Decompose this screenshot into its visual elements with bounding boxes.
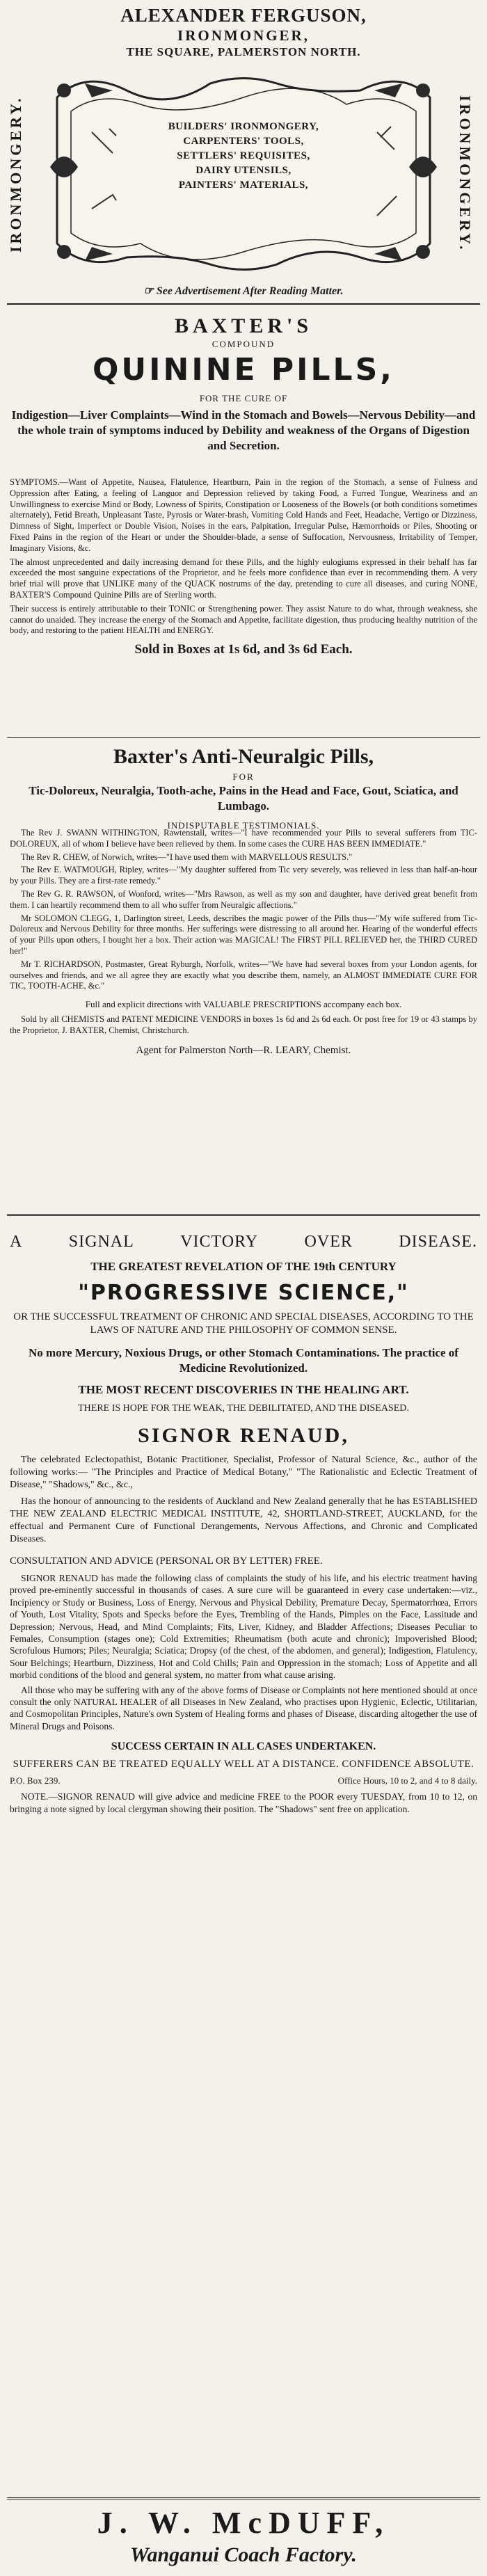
renaud-has-honour: Has the honour of announcing to the residents of Auckland and New Zealand generally that he has ESTABLISHED THE NEW ZEALAND ELECTRIC MEDICAL INSTITUTE, 42, SHORTLAND-STREET, AUCKLAND, for the effectual and Permanent Cure of Functional Derangements, Nervous Affections, and Chronic and Complicated Diseases. [10, 1496, 477, 1544]
headline-word: SIGNAL [68, 1233, 134, 1251]
renaud-consultation: CONSULTATION AND ADVICE (PERSONAL OR BY LETTER) FREE. [10, 1555, 323, 1567]
renaud-note: NOTE.—SIGNOR RENAUD will give advice and medicine FREE to the POOR every TUESDAY, from 10 to 12, on bringing a note signed by local clergyman showing their position. The "Shadows" sent free on application. [10, 1791, 477, 1814]
renaud-hope: THERE IS HOPE FOR THE WEAK, THE DEBILITATED, AND THE DISEASED. [78, 1403, 409, 1414]
renaud-office-hours: Office Hours, 10 to 2, and 4 to 8 daily. [337, 1775, 477, 1786]
hand-pointer-icon: ☞ [143, 285, 157, 297]
ferguson-trade: IRONMONGER, [177, 27, 310, 44]
renaud-discoveries: THE MOST RECENT DISCOVERIES IN THE HEALING ART. [78, 1383, 409, 1396]
renaud-po-box: P.O. Box 239. [10, 1775, 61, 1786]
baxter-product: QUININE PILLS, [93, 352, 394, 387]
baxter-symptoms: SYMPTOMS.—Want of Appetite, Nausea, Flatulence, Heartburn, Pain in the region of the Stomach, a sense of Fulness and Oppression after Eating, a feeling of Languor and Depression relieved by taking Food, a Furred Tongue, Weariness and an Unwillingness to exercise Mind or Body, Lowness of Spirits, Constipation or Looseness of the Bowels (or both conditions sometimes alternately), Fetid Breath, Unpleasant Taste, Pyrosis or Water-brash, Vomiting Cold Hands and Feet, Headache, Vertigo or Dizziness, Dimness of Sight, Imperfect or Double Vision, Noises in the ears, Palpitation, Irregular Pulse, Hæmorrhoids or Piles, Shooting or Fixed Pains in the region of the Heart or under the Shoulder-blade, a sense of Suffocation, Nervousness, Irritability of Temper, Imaginary Visions, &c. [10, 477, 477, 553]
ferguson-line-builders: BUILDERS' IRONMONGERY, [168, 121, 319, 132]
renaud-all-those: All those who may be suffering with any of the above forms of Disease or Complaints not here mentioned should at once consult the only NATURAL HEALER of all Diseases in New Zealand, who practises upon Hygienic, Eclectic, Utilitarian, and Cosmopolitan Principles, Nature's own System of Healing forms and phases of Disease, discarding altogether the use of Mineral Drugs and Poisons. [10, 1684, 477, 1731]
neuralgic-testimonials [10, 828, 477, 1057]
testimonial-chew: The Rev R. CHEW, of Norwich, writes—"I have used them with MARVELLOUS RESULTS." [21, 851, 353, 862]
ferguson-footer-text: See Advertisement After Reading Matter. [156, 285, 344, 297]
ferguson-ad [10, 4, 477, 60]
neuralgic-heading: Baxter's Anti-Neuralgic Pills, [113, 745, 374, 768]
neuralgic-agent: Agent for Palmerston North—R. LEARY, Chemist. [136, 1044, 351, 1056]
divider [7, 303, 480, 305]
divider [7, 737, 480, 738]
renaud-revelation: THE GREATEST REVELATION OF THE 19th CENTURY [90, 1260, 397, 1273]
baxter-paragraph-2: The almost unprecedented and daily increasing demand for these Pills, and the highly eulogiums expressed in their behalf has far exceeded the most sanguine expectations of the Proprietor, and he feels more confidence than ever in recommending them. A very brief trial will prove that UNLIKE many of the QUACK nostrums of the day, pretending to cure all diseases, and curing NONE, BAXTER'S Compound Quinine Pills are of Sterling worth. [10, 557, 477, 600]
ferguson-line-dairy: DAIRY UTENSILS, [195, 165, 292, 176]
headline-word: OVER [304, 1233, 353, 1251]
renaud-no-mercury: No more Mercury, Noxious Drugs, or other Stomach Contaminations. The practice of Medicine Revolutionized. [29, 1346, 458, 1375]
testimonial-rawson: The Rev G. R. RAWSON, of Wonford, writes—"Mrs Rawson, as well as my son and daughter, have derived great benefit from them. I can heartily recommend them to all who suffer from Neuralgic affections." [10, 888, 477, 910]
ferguson-line-settlers: SETTLERS' REQUISITES, [177, 150, 310, 161]
divider [7, 1214, 480, 1216]
headline-word: VICTORY [180, 1233, 259, 1251]
testimonial-clegg: Mr SOLOMON CLEGG, 1, Darlington street, Leeds, describes the magic power of the Pills thus—"My wife suffered from Tic-Doloreux and Nervous Debility for three months. Her sufferings were distressing to all around her. Hearing of the wonderful effects of your Pills upon others, I bought her a box. Their action was MAGICAL! The FIRST PILL RELIEVED her, the THIRD CURED her!" [10, 913, 477, 956]
renaud-contact [10, 1775, 477, 1786]
neuralgic-directions: Full and explicit directions with VALUABLE PRESCRIPTIONS accompany each box. [85, 999, 402, 1010]
ferguson-name: ALEXANDER FERGUSON, [120, 5, 367, 26]
baxter-neuralgic-ad [10, 743, 477, 832]
baxter-paragraph-3: Their success is entirely attributable to their TONIC or Strengthening power. They assist Nature to do what, through weakness, she cannot do unaided. They increase the energy of the Stomach and Appetite, facilitate digestion, thus producing healthy nutrition of the body, and restoring to the patient HEALTH and ENERGY. [10, 603, 477, 636]
baxter-for-cure: FOR THE CURE OF [199, 393, 288, 403]
neuralgic-indications: Tic-Doloreux, Neuralgia, Tooth-ache, Pains in the Head and Face, Gout, Sciatica, and Lumbago. [29, 784, 458, 813]
ferguson-emblem-frame [43, 70, 444, 278]
mcduff-subtitle: Wanganui Coach Factory. [130, 2543, 357, 2566]
renaud-ad [10, 1231, 477, 1815]
testimonial-richardson: Mr T. RICHARDSON, Postmaster, Great Ryburgh, Norfolk, writes—"We have had several boxes from your London agents, for ourselves and friends, and we all agree they are exactly what you describe them, namely, an ALMOST IMMEDIATE CURE FOR TIC, TOOTH-ACHE, &c." [10, 959, 477, 991]
renaud-successful: OR THE SUCCESSFUL TREATMENT OF CHRONIC AND SPECIAL DISEASES, ACCORDING TO THE LAWS OF NATURE AND THE PHILOSOPHY OF COMMON SENSE. [13, 1311, 474, 1336]
mcduff-ad [10, 2504, 477, 2568]
divider [7, 2497, 480, 2499]
baxter-body [10, 477, 477, 657]
ferguson-footer [10, 284, 477, 298]
ferguson-line-carpenters: CARPENTERS' TOOLS, [183, 136, 304, 147]
ferguson-line-painters: PAINTERS' MATERIALS, [178, 179, 309, 191]
headline-word: A [10, 1233, 23, 1251]
ironmongery-right-label: IRONMONGERY. [456, 95, 474, 253]
ferguson-address: THE SQUARE, PALMERSTON NORTH. [126, 45, 361, 58]
renaud-body: SIGNOR RENAUD has made the following class of complaints the study of his life, and his electric treatment having proved pre-eminently successful in thousands of cases. A sure cure will be guaranteed in every case undertaken:—viz., Incipiency or Study or Business, Loss of Energy, Nervous and Physical Debility, Premature Decay, Spermatorrhœa, Errors of Youth, Lost Vitality, Spots and Specks before the Eyes, Trembling of the Hands, Pimples on the Face, Lassitude and Depression; Nervous, Head, and Mind Complaints; Fits, Liver, Kidney, and Bladder Affections; Diseases Peculiar to Females, Consumption (stages one); Cold Extremities; Rheumatism (both acute and chronic); Impoverished Blood; Scrofulous Humors; Piles; Neuralgia; Sciatica; Dropsy (of the chest, of the abdomen, and general); Indigestion, Flatulency, Sour Belchings; Heartburn, Dizziness, Hot and Cold Chills; Pain and Oppression in the stomach; Loss of Appetite and all morbid conditions of the blood and general system, no matter from what cause arising. [10, 1573, 477, 1681]
testimonial-withington: The Rev J. SWANN WITHINGTON, Rawtenstall, writes—"I have recommended your Pills to several sufferers from TIC-DOLOREUX, all of whom I believe have been relieved by them. In some cases the CURE HAS BEEN IMMEDIATE." [10, 828, 477, 849]
testimonials-heading: INDISPUTABLE TESTIMONIALS. [167, 820, 320, 831]
baxter-heading: BAXTER'S [174, 314, 313, 337]
renaud-progressive: "PROGRESSIVE SCIENCE," [78, 1281, 409, 1305]
baxter-indications: Indigestion—Liver Complaints—Wind in the Stomach and Bowels—Nervous Debility—and the whole train of symptoms induced by Debility and weakness of the Organs of Digestion and Secretion. [11, 408, 476, 452]
renaud-headline [10, 1231, 477, 1252]
baxter-price: Sold in Boxes at 1s 6d, and 3s 6d Each. [134, 642, 353, 657]
neuralgic-for: FOR [232, 771, 255, 782]
ironmongery-left-label: IRONMONGERY. [7, 95, 24, 253]
testimonial-watmough: The Rev E. WATMOUGH, Ripley, writes—"My daughter suffered from Tic very severely, was relieved in less than half-an-hour by your Pills. They are a first-rate remedy." [10, 865, 477, 886]
headline-word: DISEASE. [399, 1233, 477, 1251]
renaud-sufferers: SUFFERERS CAN BE TREATED EQUALLY WELL AT A DISTANCE. CONFIDENCE ABSOLUTE. [13, 1759, 474, 1770]
renaud-success: SUCCESS CERTAIN IN ALL CASES UNDERTAKEN. [111, 1741, 376, 1753]
renaud-intro: The celebrated Eclectopathist, Botanic Practitioner, Specialist, Professor of Natural Science, &c., author of the following works:— "The Principles and Practice of Medical Botany," "The Rationalistic and Eclectic Treatment of Disease," "Shadows," &c., &c., [10, 1455, 477, 1490]
neuralgic-sold: Sold by all CHEMISTS and PATENT MEDICINE VENDORS in boxes 1s 6d and 2s 6d each. Or post free for 19 or 43 stamps by the Proprietor, J. BAXTER, Chemist, Christchurch. [10, 1014, 477, 1035]
baxter-quinine-ad [10, 314, 477, 454]
renaud-name: SIGNOR RENAUD, [138, 1424, 349, 1447]
mcduff-name: J. W. McDUFF, [97, 2506, 390, 2540]
baxter-compound: COMPOUND [211, 339, 276, 349]
